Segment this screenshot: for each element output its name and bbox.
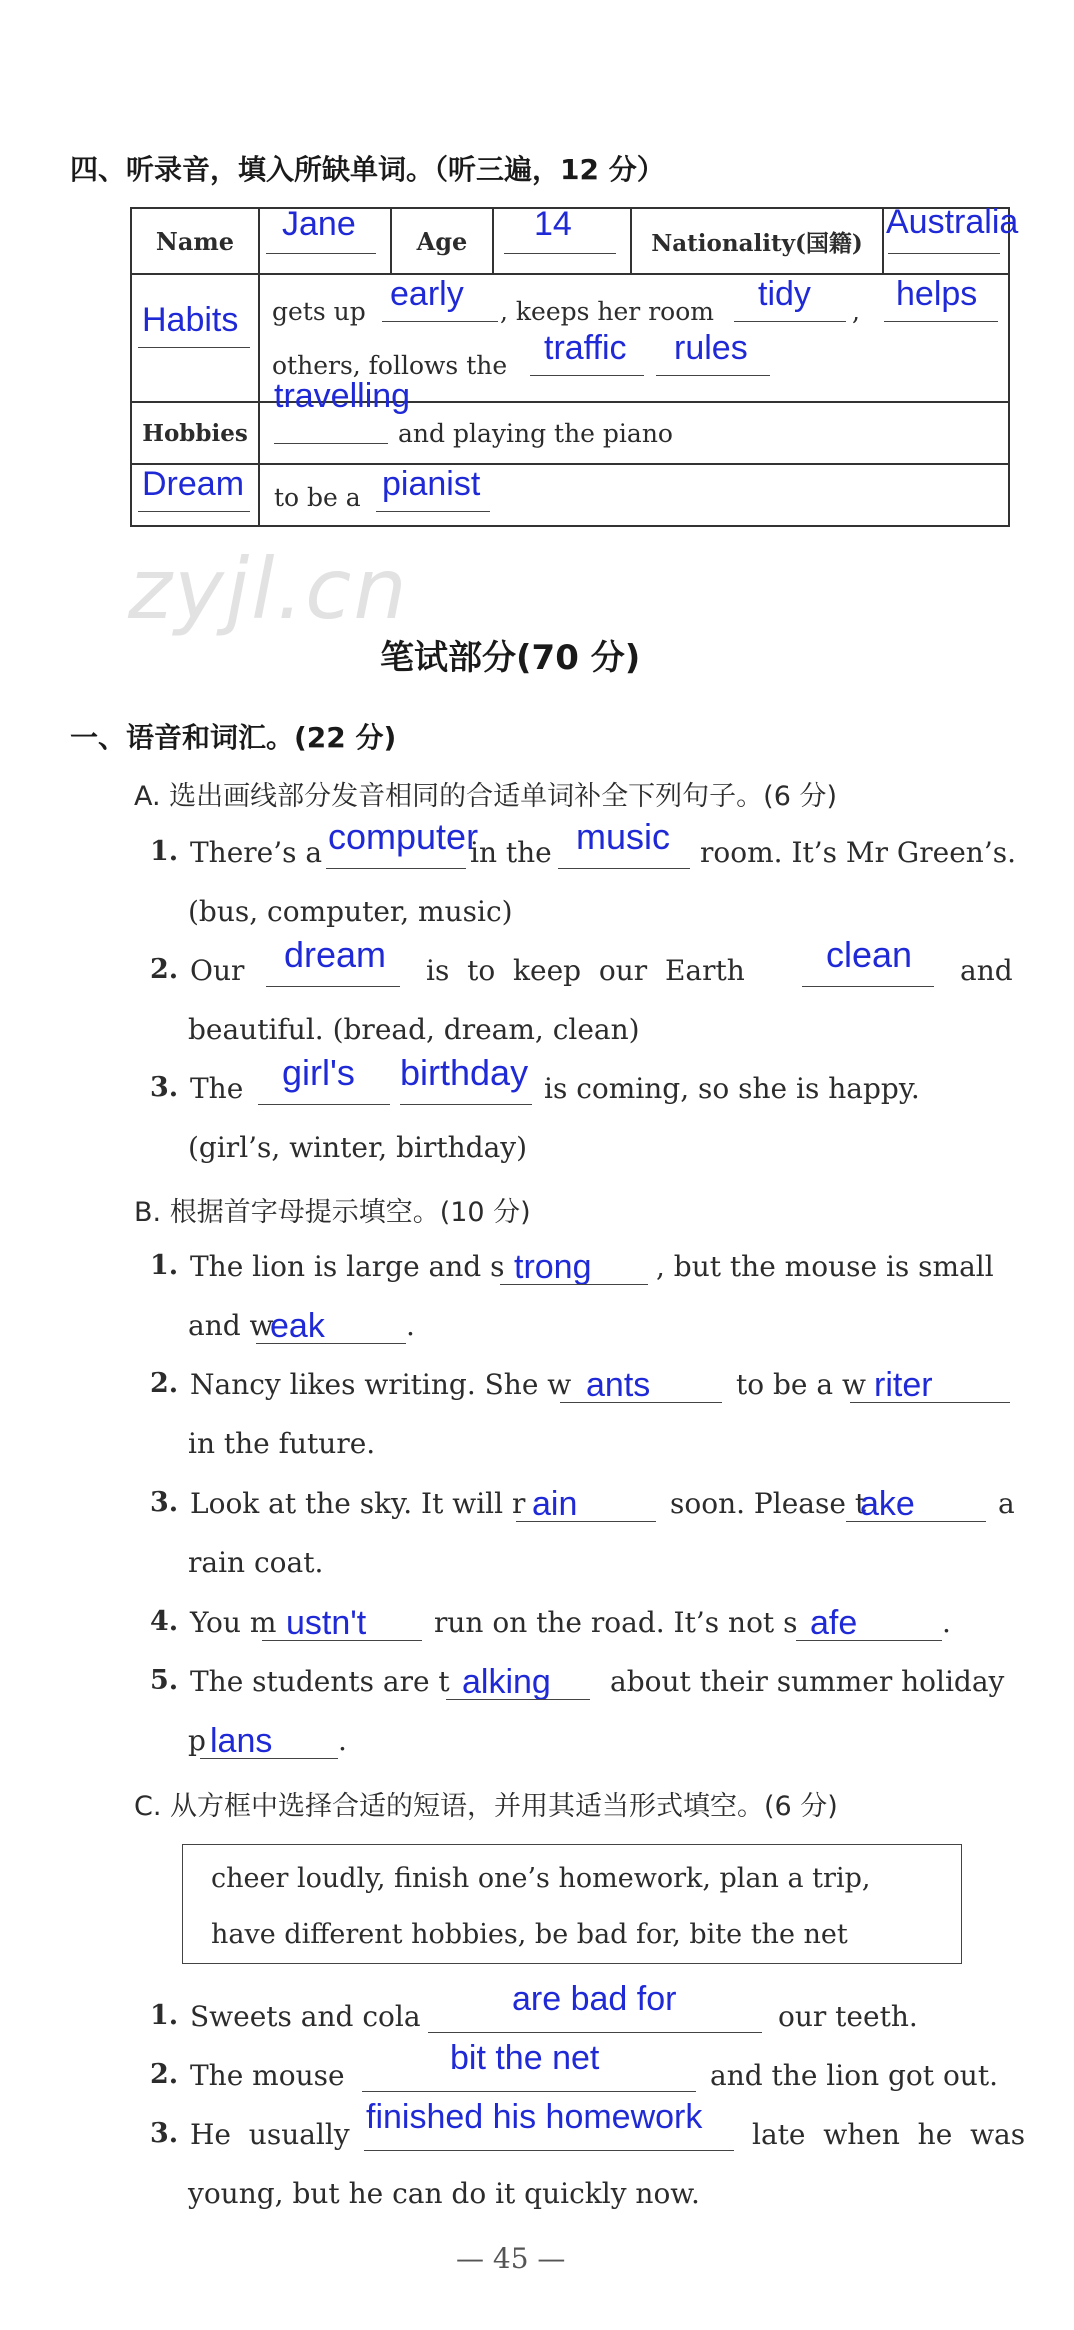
b3-text-1: Look at the sky. It will r xyxy=(190,1487,526,1520)
a3-answer-1: girl's xyxy=(282,1052,355,1093)
b1-text-4: . xyxy=(406,1309,415,1342)
partC-title: C. 从方框中选择合适的短语，并用其适当形式填空。(6 分) xyxy=(134,1791,838,1822)
b2-number: 2. xyxy=(150,1368,179,1399)
phrase-box-line-2: have different hobbies, be bad for, bite the net xyxy=(211,1919,848,1950)
a3-options: (girl’s, winter, birthday) xyxy=(188,1131,528,1164)
b4-answer-2: afe xyxy=(810,1604,858,1642)
habits-answer-rules: rules xyxy=(674,329,748,367)
c3-answer-1: finished his homework xyxy=(366,2098,703,2136)
age-cell xyxy=(493,205,631,274)
a1-text-2: in the xyxy=(470,836,552,869)
c3-text-2: late when he was xyxy=(752,2118,1026,2151)
partA-title: A. 选出画线部分发音相同的合适单词补全下列句子。(6 分) xyxy=(134,781,837,812)
hobbies-content-cell xyxy=(259,377,1009,464)
b1-answer-2: eak xyxy=(270,1307,325,1345)
habits-answer: Habits xyxy=(142,301,239,339)
name-answer: Jane xyxy=(282,205,356,243)
b4-text-3: . xyxy=(942,1606,951,1639)
a3-number: 3. xyxy=(150,1072,179,1103)
b5-answer-2: lans xyxy=(210,1722,273,1760)
b3-number: 3. xyxy=(150,1487,179,1518)
b5-answer-1: alking xyxy=(462,1663,551,1701)
b5-text-4: . xyxy=(338,1724,347,1757)
dream-text: to be a xyxy=(274,483,361,512)
a1-options: (bus, computer, music) xyxy=(188,895,513,928)
a3-answer-2: birthday xyxy=(400,1052,529,1093)
b2-answer-1: ants xyxy=(586,1366,651,1404)
listening-title: 四、听录音，填入所缺单词。（听三遍，12 分） xyxy=(70,153,665,186)
c1-answer-1: are bad for xyxy=(512,1980,677,2018)
c2-number: 2. xyxy=(150,2059,179,2090)
c1-number: 1. xyxy=(150,2000,179,2031)
b4-text-2: run on the road. It’s not s xyxy=(434,1606,798,1639)
a2-answer-2: clean xyxy=(826,934,913,975)
b5-text-3: p xyxy=(188,1724,206,1757)
c1-text-1: Sweets and cola xyxy=(190,2000,421,2033)
a1-answer-1: computer xyxy=(328,816,479,857)
habits-answer-helps: helps xyxy=(896,275,978,313)
c3-number: 3. xyxy=(150,2118,179,2149)
a1-number: 1. xyxy=(150,836,179,867)
habits-answer-tidy: tidy xyxy=(758,275,811,313)
b5-text-1: The students are t xyxy=(190,1665,450,1698)
nationality-cell xyxy=(883,203,1019,274)
habits-comma: , xyxy=(852,297,860,326)
a1-answer-2: music xyxy=(576,816,671,857)
a2-text-2: is to keep our Earth xyxy=(426,954,745,987)
a2-text-1: Our xyxy=(190,954,245,987)
age-label: Age xyxy=(391,208,493,274)
b1-text-3: and w xyxy=(188,1309,274,1342)
c2-answer-1: bit the net xyxy=(450,2039,600,2077)
b1-text-2: , but the mouse is small xyxy=(656,1250,994,1283)
dream-answer-pianist: pianist xyxy=(382,465,481,503)
hobbies-text: and playing the piano xyxy=(398,419,673,448)
a2-number: 2. xyxy=(150,954,179,985)
a1-text-1: There’s a xyxy=(190,836,323,869)
partB-title: B. 根据首字母提示填空。(10 分) xyxy=(134,1197,531,1228)
a2-options: beautiful. (bread, dream, clean) xyxy=(188,1013,640,1046)
written-title: 笔试部分(70 分) xyxy=(380,638,641,678)
dream-content-cell xyxy=(259,464,1009,526)
b1-number: 1. xyxy=(150,1250,179,1281)
age-answer: 14 xyxy=(534,205,572,243)
c3-text-1: He usually xyxy=(190,2118,350,2151)
a2-text-3: and xyxy=(960,954,1013,987)
a1-text-3: room. It’s Mr Green’s. xyxy=(700,836,1016,869)
a2-answer-1: dream xyxy=(284,934,387,975)
habits-label-cell xyxy=(131,274,259,402)
habits-text-1: gets up xyxy=(272,297,366,326)
b4-number: 4. xyxy=(150,1606,179,1637)
dream-label-cell xyxy=(131,464,259,526)
b2-answer-2: riter xyxy=(874,1366,933,1404)
habits-answer-traffic: traffic xyxy=(544,329,627,367)
name-label: Name xyxy=(131,208,259,274)
hobbies-label: Hobbies xyxy=(131,402,259,464)
page-number: — 45 — xyxy=(456,2242,566,2275)
a3-text-3: is coming, so she is happy. xyxy=(544,1072,920,1105)
section1-title: 一、语音和词汇。(22 分) xyxy=(70,721,397,754)
name-cell xyxy=(259,205,391,274)
b3-text-2: soon. Please t xyxy=(670,1487,867,1520)
b2-text-3: in the future. xyxy=(188,1427,376,1460)
hobbies-answer: travelling xyxy=(274,377,411,415)
b1-answer-1: trong xyxy=(514,1248,592,1286)
phrase-box-line-1: cheer loudly, finish one’s homework, plan a trip, xyxy=(211,1863,871,1894)
a3-text-1: The xyxy=(190,1072,244,1105)
c2-text-1: The mouse xyxy=(190,2059,345,2092)
b4-answer-1: ustn't xyxy=(286,1604,367,1642)
habits-text-2: , keeps her room xyxy=(500,297,714,326)
c2-text-2: and the lion got out. xyxy=(710,2059,998,2092)
b3-text-3: a xyxy=(998,1487,1015,1520)
b2-text-2: to be a w xyxy=(736,1368,866,1401)
phrase-box xyxy=(182,1844,962,1964)
habits-answer-early: early xyxy=(390,275,464,313)
dream-answer: Dream xyxy=(142,465,245,503)
b1-text-1: The lion is large and s xyxy=(190,1250,505,1283)
watermark: zyjl.cn xyxy=(128,540,409,638)
c1-text-2: our teeth. xyxy=(778,2000,918,2033)
b2-text-1: Nancy likes writing. She w xyxy=(190,1368,572,1401)
b3-answer-1: ain xyxy=(532,1485,578,1523)
b5-text-2: about their summer holiday xyxy=(610,1665,1005,1698)
b5-number: 5. xyxy=(150,1665,179,1696)
habits-text-3: others, follows the xyxy=(272,351,508,380)
c3-text-3: young, but he can do it quickly now. xyxy=(188,2177,700,2210)
nationality-label: Nationality(国籍) xyxy=(631,208,883,274)
b3-text-4: rain coat. xyxy=(188,1546,324,1579)
b3-answer-2: ake xyxy=(860,1485,915,1523)
info-table xyxy=(130,203,1019,527)
nationality-answer: Australia xyxy=(886,203,1019,241)
b4-text-1: You m xyxy=(190,1606,277,1639)
